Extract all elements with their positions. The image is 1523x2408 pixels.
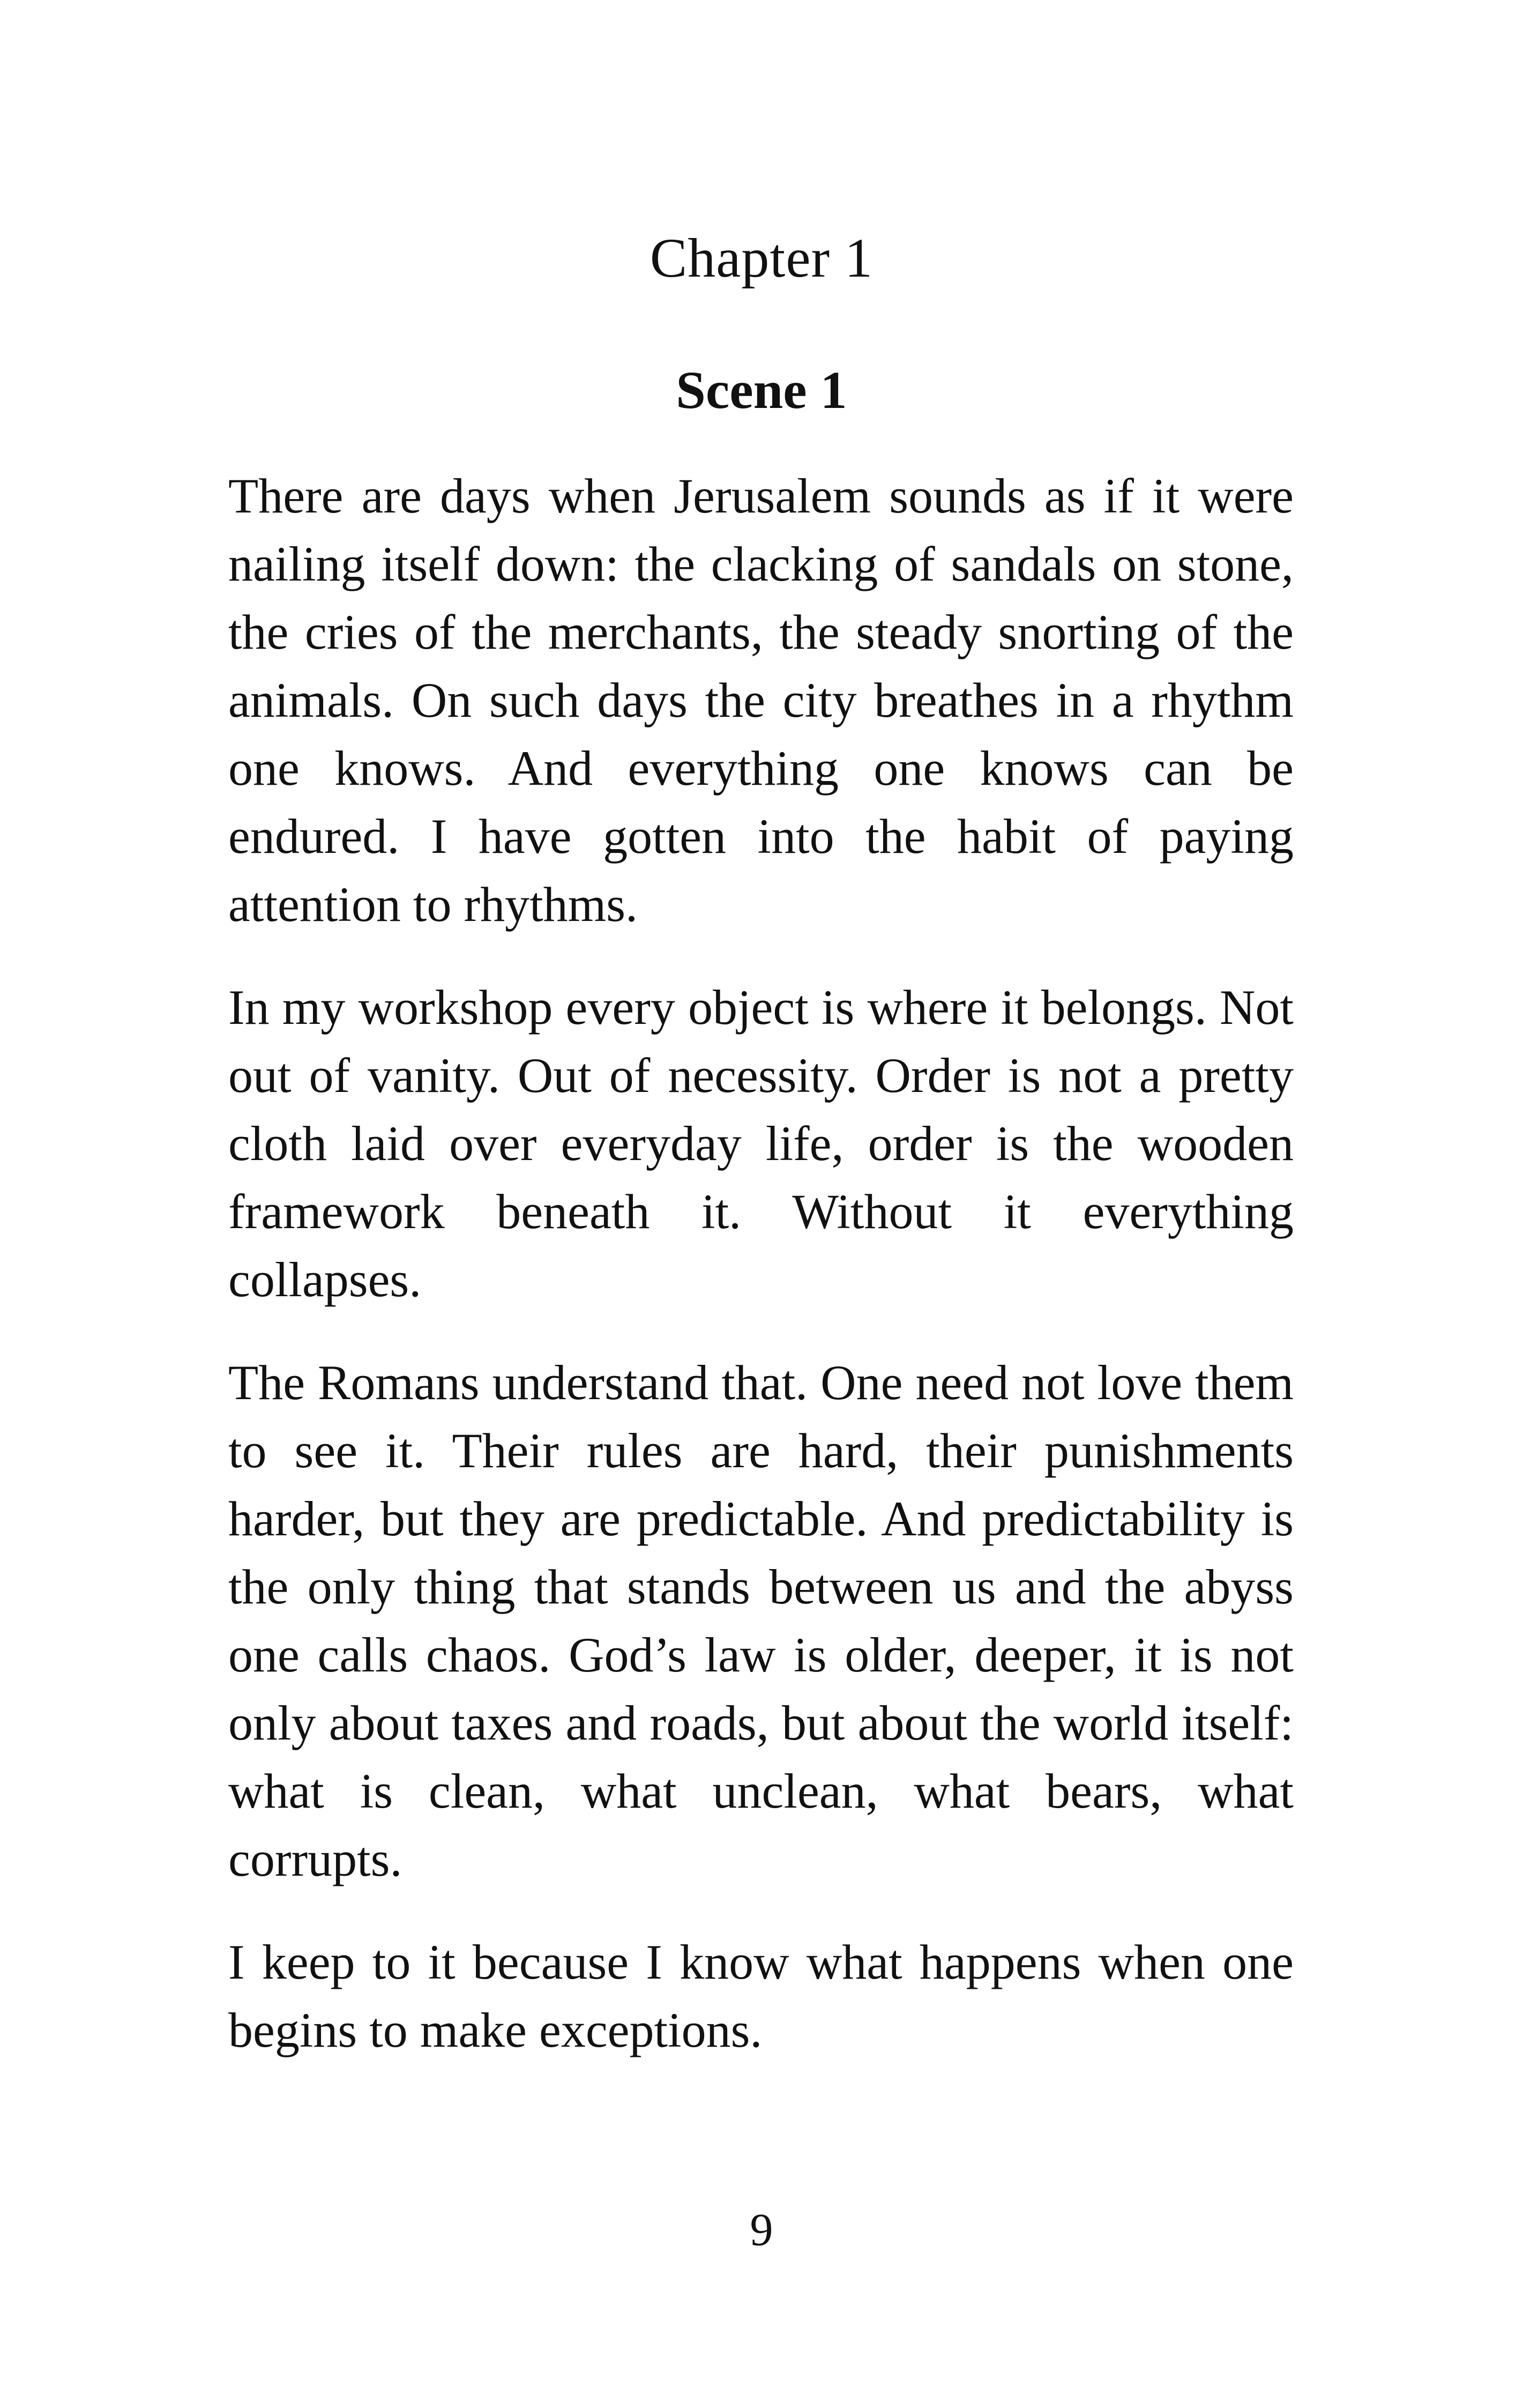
paragraph: I keep to it because I know what happens when one begins to make exceptions. (228, 1935, 1294, 2057)
paragraph: In my workshop every object is where it belongs. Not out of vanity. Out of necessity. Order is not a pretty cloth laid over everyday life, order is the wooden framework beneath it. Without it everything collapses. (228, 980, 1294, 1307)
chapter-title: Chapter 1 (649, 227, 874, 289)
page-number: 9 (750, 2204, 773, 2255)
body-text (228, 462, 1294, 2099)
paragraph: The Romans understand that. One need not love them to see it. Their rules are hard, their punishments harder, but they are predictable. And predictability is the only thing that stands between us and the abyss one calls chaos. God’s law is older, deeper, it is not only about taxes and roads, but about the world itself: what is clean, what unclean, what bears, what corrupts. (228, 1355, 1294, 1886)
paragraph: There are days when Jerusalem sounds as if it were nailing itself down: the clacking of sandals on stone, the cries of the merchants, the steady snorting of the animals. On such days the city breathes in a rhythm one knows. And everything one knows can be endured. I have gotten into the habit of paying attention to rhythms. (228, 469, 1294, 932)
scene-title: Scene 1 (676, 360, 847, 420)
